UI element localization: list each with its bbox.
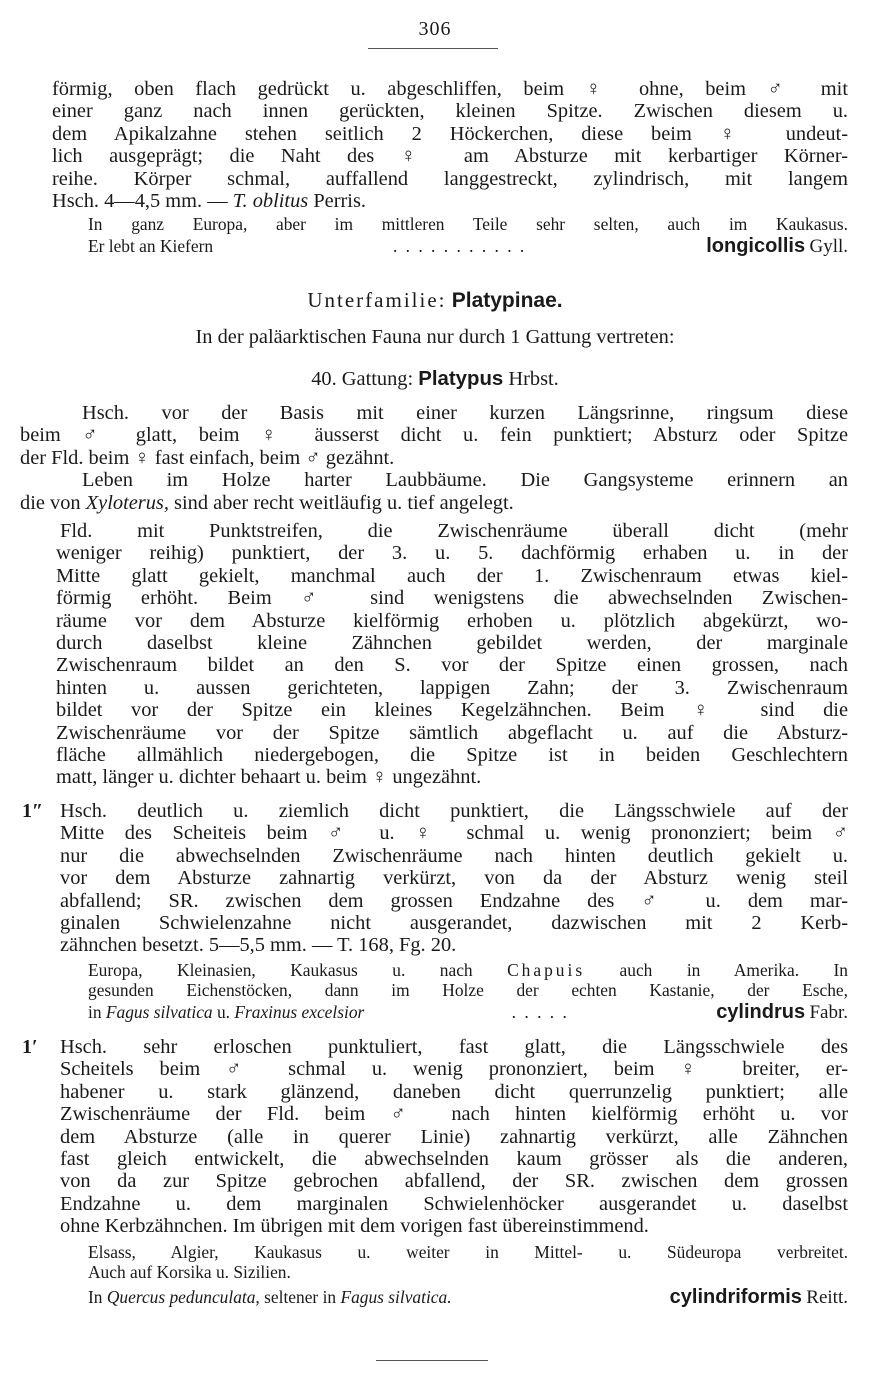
text-line: abfallend; SR. zwischen dem grossen Endzahne des ♂ u. dem mar- [60, 889, 848, 912]
subfamily-label: Unterfamilie: [307, 288, 447, 312]
top-divider [368, 48, 498, 49]
text-line: zähnchen besetzt. 5—5,5 mm. — T. 168, Fg. 20. [60, 934, 457, 957]
synonym-author: Perris. [308, 189, 367, 212]
genus-label: 40. Gattung: [311, 368, 414, 390]
synonym-name: T. oblitus [232, 189, 309, 212]
subfamily-name: Platypinae. [451, 289, 563, 312]
species-author: Reitt. [806, 1286, 848, 1308]
text-line: matt, länger u. dichter behaart u. beim ♀ ungezähnt. [56, 766, 482, 789]
species-name: cylindriformis [669, 1285, 802, 1308]
species-line-cylindrus [88, 1000, 848, 1024]
text-line: habener u. stark glänzend, daneben dicht querrunzelig punktiert; alle [60, 1080, 848, 1103]
couplet-number: 1″ [22, 800, 44, 822]
distribution-line: Auch auf Korsika u. Sizilien. [88, 1262, 291, 1282]
text-line: Fld. mit Punktstreifen, die Zwischenräume überall dicht (mehr [60, 520, 848, 542]
text-line: Hsch. deutlich u. ziemlich dicht punktiert, die Längsschwiele auf der [60, 800, 848, 822]
text-line [20, 492, 848, 514]
text-line: bildet vor der Spitze ein kleines Kegelzähnchen. Beim ♀ sind die [56, 699, 848, 722]
species-name: cylindrus [716, 1000, 806, 1023]
text-line: Endzahne u. dem marginalen Schwielenhöcker ausgerandet u. daselbst [60, 1192, 848, 1215]
text-line: beim ♂ glatt, beim ♀ äusserst dicht u. fein punktiert; Absturz oder Spitze [20, 424, 848, 447]
host-conjunction: u. [212, 1001, 235, 1022]
text-line [52, 190, 848, 212]
text-line: dem Apikalzahne stehen seitlich 2 Höckerchen, diese beim ♀ undeut- [52, 122, 848, 145]
couplet-1pp-distribution [88, 960, 848, 1000]
text-line: fläche allmählich niedergebogen, die Spitze ist in beiden Geschlechtern [56, 743, 848, 766]
bottom-divider [376, 1360, 488, 1361]
text-line: räume vor dem Absturze kielförmig erhoben u. plötzlich abgekürzt, wo- [56, 609, 848, 632]
habitat-genus: Xyloterus, [85, 491, 169, 514]
genus-name: Platypus [418, 368, 504, 390]
host-text: Er lebt an Kiefern [88, 235, 214, 256]
distribution-line [88, 960, 848, 980]
text-line: ohne Kerbzähnchen. Im übrigen mit dem vorigen fast übereinstimmend. [60, 1215, 649, 1238]
distribution-prefix: Europa, Kleinasien, Kaukasus u. nach [88, 960, 508, 980]
subfamily-heading [0, 288, 870, 313]
text-line: Hsch. sehr erloschen punktuliert, fast glatt, die Längsschwiele des [60, 1036, 848, 1058]
host-plant: Quercus pedunculata, [106, 1286, 260, 1307]
species-line-cylindriformis [88, 1284, 848, 1310]
text-line: reihe. Körper schmal, auffallend langgestreckt, zylindrisch, mit langem [52, 167, 848, 190]
leader-dots: . . . . . [511, 1001, 569, 1022]
text-line: weniger reihig) punktiert, der 3. u. 5. dachförmig erhaben u. in der [56, 542, 848, 565]
host-conjunction: seltener in [259, 1286, 341, 1307]
text-line: lich ausgeprägt; die Naht des ♀ am Absturze mit kerbartiger Körner- [52, 145, 848, 168]
couplet-number: 1′ [22, 1036, 38, 1058]
distribution-line: Elsass, Algier, Kaukasus u. weiter in Mittel- u. Südeuropa verbreitet. [88, 1242, 848, 1262]
text-line: nur die abwechselnden Zwischenräume nach hinten deutlich gekielt u. [60, 844, 848, 867]
top-entry-distribution [88, 214, 848, 234]
species-author: Gyll. [809, 235, 848, 257]
host-plant: Fagus silvatica. [340, 1286, 452, 1307]
cited-author: Chapuis [507, 960, 586, 980]
elytra-description [56, 520, 848, 789]
species-author: Fabr. [809, 1001, 848, 1023]
genus-heading [0, 368, 870, 391]
text-line: Mitte des Scheiteis beim ♂ u. ♀ schmal u. wenig prononziert; beim ♂ [60, 822, 848, 845]
top-entry-text [52, 78, 848, 212]
text-line: vor dem Absturze zahnartig verkürzt, von da der Absturz wenig steil [60, 867, 848, 890]
leader-dots: . . . . . . . . . . . [392, 235, 527, 256]
genus-description [20, 402, 848, 514]
text-line: Zwischenräume vor der Spitze sämtlich abgeflacht u. auf die Absturz- [56, 721, 848, 744]
host-prefix: in [88, 1001, 106, 1022]
text-line: durch daselbst kleine Zähnchen gebildet werden, der marginale [56, 631, 848, 654]
couplet-1p-distribution [88, 1242, 848, 1282]
text-line: einer ganz nach innen gerückten, kleinen Spitze. Zwischen diesem u. [52, 100, 848, 123]
text-line: hinten u. aussen gerichteten, lappigen Zahn; der 3. Zwischenraum [56, 676, 848, 699]
text-line: Hsch. vor der Basis mit einer kurzen Längsrinne, ringsum diese [82, 402, 848, 424]
page-number: 306 [418, 18, 452, 40]
text-line: Zwischenräume der Fld. beim ♂ nach hinten kielförmig erhöht u. vor [60, 1103, 848, 1126]
couplet-1pp-text [60, 800, 848, 957]
text-line: förmig, oben flach gedrückt u. abgeschliffen, beim ♀ ohne, beim ♂ mit [52, 78, 848, 100]
species-name: longicollis [706, 234, 806, 257]
distribution-line: gesunden Eichenstöcken, dann im Holze der echten Kastanie, der Esche, [88, 980, 848, 1000]
couplet-1p-text [60, 1036, 848, 1238]
species-line-longicollis [88, 234, 848, 258]
text-line: Scheitels beim ♂ schmal u. wenig prononziert, beim ♀ breiter, er- [60, 1058, 848, 1081]
text-line: von da zur Spitze gebrochen abfallend, der SR. zwischen dem grossen [60, 1170, 848, 1193]
distribution-line: In ganz Europa, aber im mittleren Teile sehr selten, auch im Kaukasus. [88, 214, 848, 234]
habitat-prefix: die von [20, 491, 86, 514]
habitat-suffix: sind aber recht weitläufig u. tief angelegt. [168, 491, 514, 514]
host-prefix: In [88, 1286, 107, 1307]
text-line: fast gleich entwickelt, die abwechselnden kaum grösser als die anderen, [60, 1147, 848, 1170]
size-text: Hsch. 4—4,5 mm. — [52, 189, 233, 212]
text-line: der Fld. beim ♀ fast einfach, beim ♂ gezähnt. [20, 446, 395, 469]
text-line: dem Absturze (alle in querer Linie) zahnartig verkürzt, alle Zähnchen [60, 1125, 848, 1148]
text-line: förmig erhöht. Beim ♂ sind wenigstens die abwechselnden Zwischen- [56, 587, 848, 610]
text-line: Mitte glatt gekielt, manchmal auch der 1. Zwischenraum etwas kiel- [56, 564, 848, 587]
text-line: Zwischenraum bildet an den S. vor der Spitze einen grossen, nach [56, 654, 848, 677]
fauna-line: In der paläarktischen Fauna nur durch 1 Gattung vertreten: [195, 326, 675, 348]
host-plant: Fagus silvatica [105, 1001, 213, 1022]
genus-author: Hrbst. [508, 368, 559, 390]
text-line: ginalen Schwielenzahne nicht ausgerandet, dazwischen mit 2 Kerb- [60, 911, 848, 934]
distribution-suffix: auch in Amerika. In [585, 960, 848, 980]
text-line: Leben im Holze harter Laubbäume. Die Gangsysteme erinnern an [82, 469, 848, 492]
host-plant: Fraxinus excelsior [234, 1001, 365, 1022]
